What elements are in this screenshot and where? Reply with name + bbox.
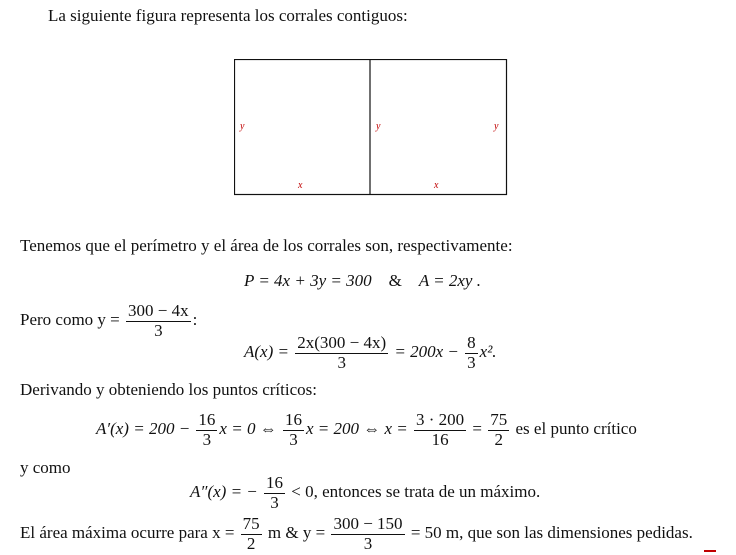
eq4-tail: < 0, entonces se trata de un máximo. [291,482,541,502]
equation-derivative [96,411,637,449]
pero-den: 3 [154,320,163,340]
eq2-fraction [295,334,388,372]
eq3-fraction3 [414,411,466,449]
eq3-f3-num: 3 · 200 [416,410,465,429]
pero-line [20,302,197,340]
eq3-f1-num: 16 [198,410,216,429]
label-y-middle: y [376,121,381,132]
eq3-p2: x = 200 ⇔ x = [305,419,408,439]
eq3-f3-den: 16 [431,429,449,449]
final-fraction1 [241,515,262,553]
eq2-lhs: A(x) = [244,342,289,362]
equation-area-function [244,334,497,372]
final-p3: = 50 m, que son las dimensiones pedidas. [410,523,693,543]
eq3-f1-den: 3 [202,429,212,449]
perimeter-text: Tenemos que el perímetro y el área de los corrales son, respectivamente: [20,236,513,255]
equation-second-derivative [190,474,540,512]
eq3-fraction4 [488,411,509,449]
final-f2-num: 300 − 150 [333,514,403,533]
final-f1-den: 2 [246,533,256,553]
eq3-p1: x = 0 ⇔ [219,419,277,439]
eq3-lhs: A′(x) = 200 − [96,419,191,439]
label-x-left: x [298,180,303,191]
eq3-tail: es el punto crítico [515,419,637,439]
eq2-fraction2 [465,334,478,372]
label-y-left: y [240,121,245,132]
final-fraction2 [331,515,404,553]
eq2-mid: = 200x − [394,342,459,362]
ycomo-text: y como [20,458,71,477]
eq3-f4-num: 75 [490,410,508,429]
eq1-area: A = 2xy . [418,271,481,290]
eq3-fraction1 [196,411,217,449]
end-of-proof-mark [704,550,716,552]
corrals-figure [234,59,508,197]
pero-suffix: : [192,310,198,330]
equation-perimeter-area [244,271,481,291]
eq2-tail: x². [479,342,497,362]
eq3-f2-num: 16 [284,410,302,429]
eq4-num: 16 [266,473,284,492]
pero-prefix: Pero como y = [20,310,120,330]
eq3-eq: = [472,419,483,439]
eq2-den2: 3 [467,352,476,372]
eq4-lhs: A″(x) = − [190,482,258,502]
final-f2-den: 3 [363,533,373,553]
final-p1: El área máxima ocurre para x = [20,523,235,543]
eq3-fraction2 [283,411,304,449]
derivando-text: Derivando y obteniendo los puntos críticos: [20,380,317,399]
eq1-perimeter: P = 4x + 3y = 300 [244,271,372,290]
eq2-num2: 8 [467,333,476,352]
eq1-amp: & [388,271,402,290]
pero-fraction [126,302,191,340]
final-f1-num: 75 [242,514,260,533]
eq4-fraction [264,474,285,512]
pero-num: 300 − 4x [128,301,189,320]
eq3-f2-den: 3 [289,429,298,449]
eq4-den: 3 [270,492,279,512]
intro-text: La siguiente figura representa los corrales contiguos: [48,6,408,25]
label-x-right: x [434,180,439,191]
final-line [20,515,693,553]
final-p2: m & y = [267,523,326,543]
label-y-right: y [494,121,499,132]
eq2-num: 2x(300 − 4x) [297,333,387,352]
eq2-den: 3 [337,352,346,372]
eq3-f4-den: 2 [494,429,504,449]
